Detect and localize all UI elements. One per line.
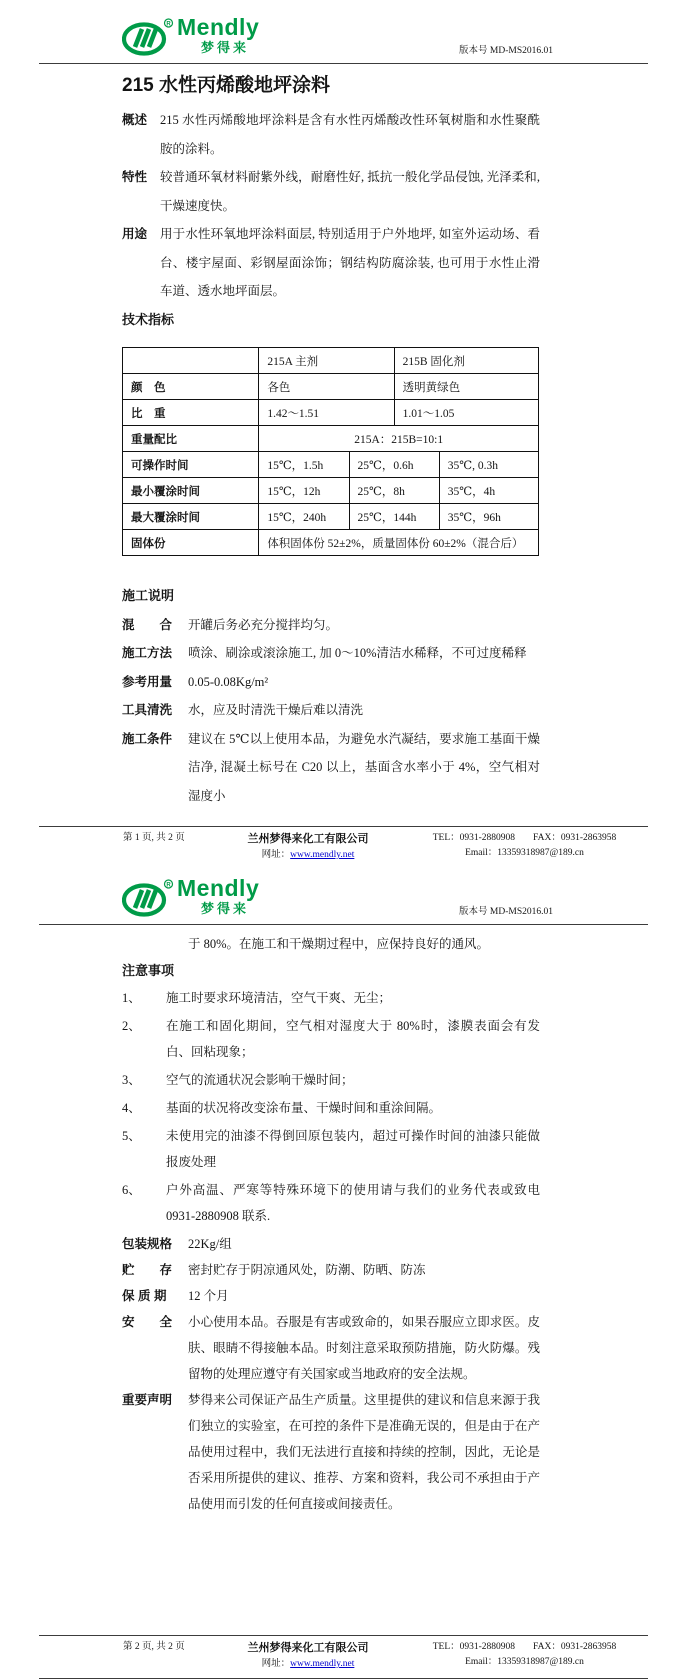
note-item-4 [122,1095,540,1121]
construction-item-method [122,639,540,668]
table-row-mix-ratio [123,426,539,452]
note-item-5 [122,1123,540,1175]
table-cell: 35℃，4h [439,478,538,504]
page2-header [0,865,687,924]
section-uses [122,220,540,306]
table-cell-label: 可操作时间 [123,452,259,478]
table-cell: 25℃，8h [349,478,439,504]
footer-website-line [215,848,401,863]
info-item-storage [122,1257,540,1283]
item-label: 参考用量 [122,674,173,689]
table-row-max-recoat [123,504,539,530]
table-row-min-recoat [123,478,539,504]
page-2 [0,865,687,1679]
continuation-paragraph [122,931,540,957]
section-text: 较普通环氧材料耐紫外线，耐磨性好, 抵抗一般化学品侵蚀, 光泽柔和, 干燥速度快。 [160,170,540,213]
footer-fax: FAX：0931-2863958 [533,1642,617,1653]
table-cell: 体积固体份 52±2%，质量固体份 60±2%（混合后） [259,530,539,556]
note-item-1 [122,985,540,1011]
item-label: 施工方法 [122,646,173,660]
note-number: 3、 [122,1073,141,1088]
note-text: 在施工和固化期间，空气相对湿度大于 80%时，漆膜表面会有发白、回粘现象； [166,1019,540,1060]
section-text: 用于水性环氧地坪涂料面层, 特别适用于户外地坪, 如室外运动场、看台、楼宇屋面、彩钢屋面涂饰；钢结构防腐涂装, 也可用于水性止滑车道、透水地坪面层。 [160,227,540,298]
brand-logo [122,874,260,919]
logo-wordmark: Mendly [177,14,260,40]
svg-text:R: R [166,882,171,889]
section-features [122,163,540,220]
table-cell: 25℃，0.6h [349,452,439,478]
mendly-logo-icon [122,16,174,58]
footer-contact-block [401,1640,648,1672]
construction-item-conditions [122,725,540,811]
construction-item-cleaning [122,696,540,725]
section-label: 特性 [122,170,148,184]
table-cell: 1.42～1.51 [259,400,394,426]
brand-logo [122,16,259,58]
table-cell: 透明黄绿色 [394,374,538,400]
table-cell-215a: 215A 主剂 [259,348,394,374]
page2-footer [39,1635,648,1674]
info-item-shelf-life [122,1283,540,1309]
footer-tel: TEL：0931-2880908 [432,1642,516,1653]
notes-heading: 注意事项 [122,962,175,978]
table-cell: 15℃，12h [259,478,349,504]
footer-fax: FAX：0931-2863958 [533,833,617,843]
table-cell: 各色 [259,374,394,400]
note-text: 户外高温、严寒等特殊环境下的使用请与我们的业务代表或致电 0931-2880908 联系. [166,1183,540,1224]
item-label: 安 全 [122,1315,173,1330]
footer-contact-block [401,831,648,863]
section-text: 215 水性丙烯酸地坪涂料是含有水性丙烯酸改性环氧树脂和水性聚酰胺的涂料。 [160,113,540,156]
table-cell: 215A：215B=10:1 [259,426,539,452]
footer-page-number: 第 1 页, 共 2 页 [123,833,185,843]
footer-company-block [215,1640,401,1672]
footer-email: Email：13359318987@189.cn [465,847,584,858]
item-text: 开罐后务必充分搅拌均匀。 [188,617,339,632]
construction-block [0,582,687,810]
table-row-header [123,348,539,374]
header-rule [39,924,648,925]
item-text: 密封贮存于阴凉通风处，防潮、防晒、防冻 [188,1263,426,1278]
table-cell: 25℃，144h [349,504,439,530]
item-label: 混 合 [122,617,173,632]
footer-website-line [215,1657,401,1672]
spacer [122,931,188,957]
item-label: 施工条件 [122,731,173,746]
logo-text-block [177,874,260,917]
item-label: 贮 存 [122,1263,173,1278]
item-text: 22Kg/组 [188,1237,232,1252]
table-cell-label: 最大覆涂时间 [123,504,259,530]
footer-site-label: 网址： [261,850,291,861]
footer-website-link[interactable]: www.mendly.net [290,1659,355,1670]
construction-item-dosage [122,668,540,697]
note-item-2 [122,1013,540,1065]
table-cell-label: 最小覆涂时间 [123,478,259,504]
note-text: 施工时要求环境清洁，空气干爽、无尘； [166,991,392,1006]
footer-company: 兰州梦得来化工有限公司 [247,1642,369,1655]
tech-specs-heading: 技术指标 [122,311,175,327]
footer-company: 兰州梦得来化工有限公司 [247,833,369,845]
construction-heading: 施工说明 [122,588,175,603]
mendly-logo-icon [122,877,174,919]
footer-tel: TEL：0931-2880908 [432,833,516,843]
table-cell-label: 比 重 [123,400,259,426]
note-text: 未使用完的油漆不得倒回原包装内，超过可操作时间的油漆只能做报废处理 [166,1129,540,1170]
tech-specs-table [122,347,539,556]
note-number: 2、 [122,1019,141,1034]
info-item-packaging [122,1231,540,1257]
note-text: 基面的状况将改变涂布量、干燥时间和重涂间隔。 [166,1101,442,1116]
table-cell: 1.01～1.05 [394,400,538,426]
page1-header [0,0,687,63]
table-cell [123,348,259,374]
product-title: 215 水性丙烯酸地坪涂料 [122,75,330,96]
section-overview [122,106,540,163]
footer-site-label: 网址： [261,1659,291,1670]
note-number: 4、 [122,1101,141,1116]
table-row-solids [123,530,539,556]
note-item-6 [122,1177,540,1229]
note-text: 空气的流通状况会影响干燥时间； [166,1073,354,1088]
table-cell-215b: 215B 固化剂 [394,348,538,374]
info-item-safety [122,1309,540,1387]
section-label: 概述 [122,113,148,127]
footer-email: Email：13359318987@189.cn [465,1656,584,1667]
footer-tel-fax-line [401,1640,648,1655]
item-label: 保 质 期 [122,1289,167,1304]
table-row-pot-life [123,452,539,478]
table-cell-label: 重量配比 [123,426,259,452]
table-row-gravity [123,400,539,426]
item-label: 重要声明 [122,1393,173,1408]
item-text: 0.05-0.08Kg/m² [188,674,269,689]
item-text: 建议在 5℃以上使用本品，为避免水汽凝结，要求施工基面干燥洁净, 混凝土标号在 C20 以上，基面含水率小于 4%，空气相对湿度小 [188,731,540,803]
table-cell-label: 固体份 [123,530,259,556]
footer-website-link[interactable]: www.mendly.net [290,850,355,861]
footer-company-block [215,831,401,863]
footer-tel-fax-line [401,831,648,846]
table-row-color [123,374,539,400]
note-item-3 [122,1067,540,1093]
item-text: 水，应及时清洗干燥后难以清洗 [188,703,364,717]
table-cell: 15℃，240h [259,504,349,530]
item-label: 工具清洗 [122,703,173,717]
table-cell-label: 颜 色 [123,374,259,400]
item-text: 喷涂、刷涂或滚涂施工, 加 0～10%清洁水稀释，不可过度稀释 [188,646,527,660]
note-number: 1、 [122,991,141,1006]
logo-subtext: 梦得来 [201,900,250,916]
table-cell: 35℃, 0.3h [439,452,538,478]
item-text: 梦得来公司保证产品生产质量。这里提供的建议和信息来源于我们独立的实验室，在可控的条件下是准确无误的，但是由于在产品使用过程中，我们无法进行直接和持续的控制，因此，无论是否采用所提供的建议、推荐、方案和资料，我公司不承担由于产品使用而引发的任何直接或间接责任。 [188,1393,540,1512]
info-item-disclaimer [122,1387,540,1517]
svg-text:R: R [166,21,171,28]
note-number: 6、 [122,1183,141,1198]
item-text: 12 个月 [188,1289,229,1304]
logo-wordmark: Mendly [177,874,260,901]
construction-item-mixing [122,611,540,640]
version-label: 版本号 MD-MS2016.01 [459,46,553,56]
item-label: 包装规格 [122,1237,173,1252]
note-number: 5、 [122,1129,141,1144]
logo-text-block [177,16,259,56]
continuation-text: 于 80%。在施工和干燥期过程中，应保持良好的通风。 [188,936,490,951]
page1-footer [39,826,648,865]
version-label: 版本号 MD-MS2016.01 [459,906,553,917]
item-text: 小心使用本品。吞服是有害或致命的，如果吞服应立即求医。皮肤、眼睛不得接触本品。时刻注意采取预防措施，防火防爆。残留物的处理应遵守有关国家或当地政府的安全法规。 [188,1315,540,1382]
header-rule [39,63,648,64]
footer-page-number: 第 2 页, 共 2 页 [123,1642,185,1653]
logo-subtext: 梦得来 [201,40,250,55]
table-cell: 35℃，96h [439,504,538,530]
section-label: 用途 [122,227,148,241]
table-cell: 15℃，1.5h [259,452,349,478]
